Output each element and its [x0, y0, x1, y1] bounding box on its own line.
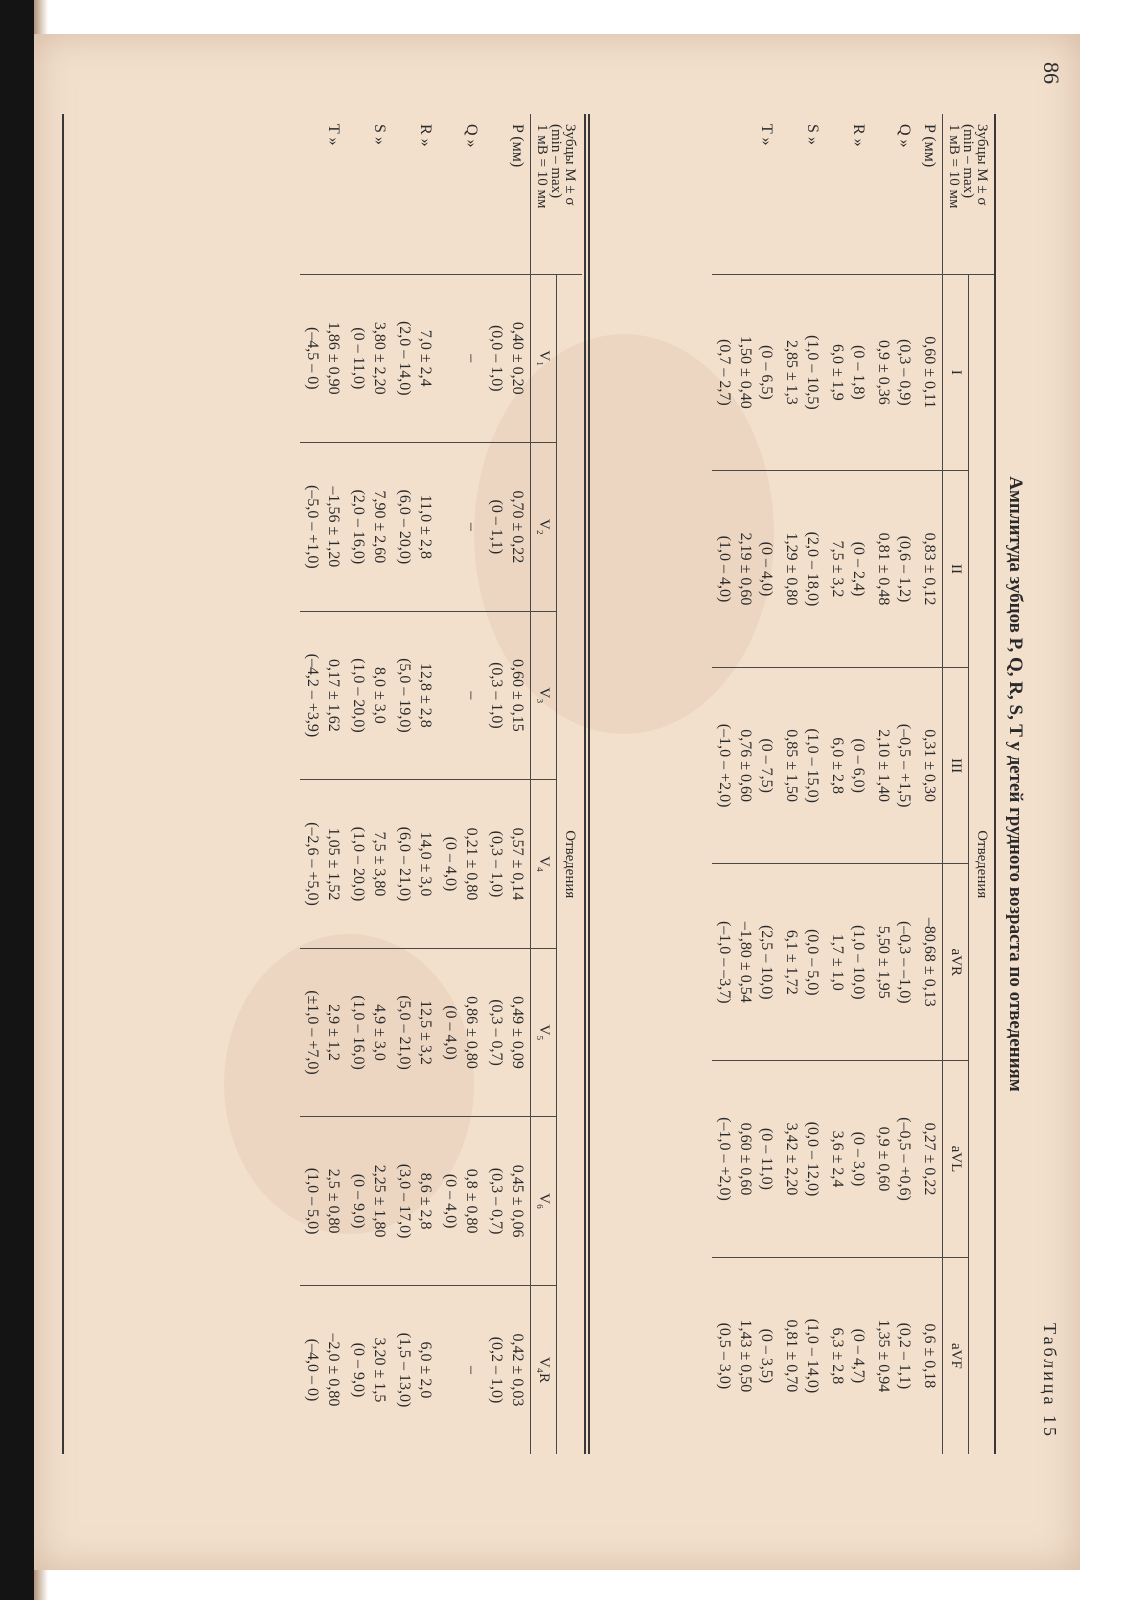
table-cell — [300, 1117, 346, 1286]
table-cell — [300, 1285, 346, 1454]
cell-line: – — [463, 354, 480, 363]
cell-line: 1,50 ± 0,40 — [737, 335, 754, 409]
cell-line: (0 – 9,0) — [350, 1342, 367, 1398]
cell-line: (0,5 – 3,0) — [716, 1322, 733, 1390]
cell-line: 14,0 ± 3,0 — [417, 831, 434, 897]
table-cell — [871, 1061, 917, 1258]
cell-line: –1,56 ± 1,20 — [325, 486, 342, 568]
table-cell — [712, 1257, 779, 1454]
cell-line: 1,35 ± 0,94 — [875, 1319, 892, 1393]
cell-line: 0,81 ± 0,48 — [875, 532, 892, 606]
table-cell — [392, 780, 438, 949]
cell-line: 12,5 ± 3,2 — [417, 1000, 434, 1065]
cell-line: (1,0 – 20,0) — [350, 658, 367, 733]
cell-line: 5,50 ± 1,95 — [875, 925, 892, 999]
cell-line: (0,3 – 0,9) — [896, 339, 913, 406]
table-cell — [825, 1257, 871, 1454]
row-header — [531, 114, 583, 274]
cell-line: (0,3 – 0,7) — [488, 1167, 505, 1235]
table-cell — [438, 1117, 484, 1286]
table-cell — [871, 864, 917, 1061]
cell-line: (–4,5 – 0) — [304, 326, 321, 390]
cell-line: (1,0 – 14,0) — [804, 1318, 821, 1394]
wave-label: Q » — [463, 124, 480, 148]
table-cell — [484, 1285, 531, 1454]
table-cell — [392, 1285, 438, 1454]
column-header: aVL — [943, 1061, 969, 1258]
table-cell — [484, 948, 531, 1117]
cell-line: 0,40 ± 0,20 — [509, 321, 526, 395]
book-page — [34, 34, 1080, 1570]
cell-line: (0 – 4,0) — [442, 1005, 459, 1060]
table-cell — [779, 1061, 825, 1258]
row-header-line: 1 мВ = 10 мм — [946, 124, 963, 209]
cell-line: 0,57 ± 0,14 — [509, 827, 526, 901]
cell-line: (–4,0 – 0) — [304, 1338, 321, 1402]
cell-line: (–5,0 – +1,0) — [304, 485, 321, 569]
row-header-line: (min – max) — [960, 124, 977, 199]
cell-line: 0,17 ± 1,62 — [325, 659, 342, 732]
cell-line: (1,0 – 4,0) — [716, 535, 733, 603]
table-row — [917, 114, 943, 1454]
table-cell — [438, 443, 484, 612]
cell-line: (1,0 – 10,0) — [850, 924, 867, 1000]
cell-line: 0,70 ± 0,22 — [509, 490, 526, 564]
table-row — [871, 114, 917, 1454]
cell-line: (0,2 – 1,0) — [488, 1336, 505, 1404]
cell-line: (0 – 1,8) — [850, 345, 867, 400]
cell-line: (0 – 1,1) — [488, 499, 505, 555]
cell-line: 6,3 ± 2,8 — [829, 1327, 846, 1385]
cell-line: 1,43 ± 0,50 — [737, 1319, 754, 1393]
cell-line: (0 – 4,0) — [442, 836, 459, 892]
cell-line: 3,20 ± 1,5 — [371, 1337, 388, 1403]
cell-line: 8,6 ± 2,8 — [417, 1172, 434, 1230]
cell-line: (2,0 – 16,0) — [350, 489, 367, 565]
column-header: V₅ — [531, 948, 557, 1117]
cell-line: 7,90 ± 2,60 — [371, 490, 388, 564]
cell-line: (0,2 – 1,1) — [896, 1322, 913, 1390]
table-cell — [346, 1285, 392, 1454]
cell-line: (0 – 6,0) — [850, 738, 867, 793]
cell-line: 0,49 ± 0,09 — [509, 996, 526, 1069]
cell-line: 0,60 ± 0,60 — [737, 1122, 754, 1196]
table-cell — [917, 1061, 943, 1258]
table-title: Амплитуда зубцов P, Q, R, S, T у детей грудного возраста по отведениям — [1005, 476, 1026, 1092]
cell-line: (1,5 – 13,0) — [396, 1332, 413, 1408]
table-label: Таблица 15 — [1040, 1323, 1060, 1439]
cell-line: 2,19 ± 0,60 — [737, 532, 754, 606]
table-cell — [392, 274, 438, 443]
cell-line: 2,10 ± 1,40 — [875, 729, 892, 803]
table-cell — [300, 948, 346, 1117]
table-row — [346, 114, 392, 1454]
group-header: Отведения — [557, 274, 583, 1454]
table-cell — [484, 443, 531, 612]
row-header-line: Зубцы M ± σ — [974, 124, 991, 206]
table-row — [392, 114, 438, 1454]
cell-line: (–1,0 – +2,0) — [716, 1117, 733, 1201]
table-cell — [917, 1257, 943, 1454]
cell-line: 4,9 ± 3,0 — [371, 1004, 388, 1061]
cell-line: (0 – 6,5) — [758, 345, 775, 400]
cell-line: 1,7 ± 1,0 — [829, 933, 846, 991]
cell-line: 0,60 ± 0,15 — [509, 659, 526, 732]
wave-label: T » — [325, 124, 342, 146]
cell-line: (1,0 – 10,5) — [804, 335, 821, 410]
cell-line: 2,5 ± 0,80 — [325, 1168, 342, 1234]
cell-line: –1,80 ± 0,54 — [737, 921, 754, 1003]
table-cell — [300, 274, 346, 443]
table-cell — [438, 274, 484, 443]
rotated-page-content — [34, 34, 1074, 1534]
cell-line: (0 – 9,0) — [350, 1173, 367, 1229]
table-cell — [779, 864, 825, 1061]
column-header: aVR — [943, 864, 969, 1061]
cell-line: (0 – 4,7) — [850, 1328, 867, 1384]
row-header-line: 1 мВ = 10 мм — [534, 124, 551, 209]
table-cell — [300, 443, 346, 612]
group-header: Отведения — [969, 274, 995, 1454]
cell-line: (6,0 – 21,0) — [396, 826, 413, 902]
row-header — [943, 114, 995, 274]
table-cell — [712, 1061, 779, 1258]
cell-line: (–2,6 – +5,0) — [304, 822, 321, 906]
cell-line: 0,8 ± 0,80 — [463, 1168, 480, 1234]
cell-line: (0 – 4,0) — [442, 1173, 459, 1229]
cell-line: 11,0 ± 2,8 — [417, 494, 434, 559]
table-cell — [392, 443, 438, 612]
table-cell — [871, 667, 917, 864]
cell-line: (–1,0 – –3,7) — [716, 920, 733, 1004]
table-cell — [825, 667, 871, 864]
wave-label: P (мм) — [921, 124, 938, 168]
cell-line: 1,05 ± 1,52 — [325, 827, 342, 901]
cell-line: 12,8 ± 2,8 — [417, 663, 434, 728]
cell-line: (0,0 – 5,0) — [804, 928, 821, 996]
cell-line: (1,0 – 15,0) — [804, 728, 821, 803]
cell-line: 0,60 ± 0,11 — [921, 336, 938, 409]
table-cell — [438, 948, 484, 1117]
table-cell — [346, 274, 392, 443]
table-cell — [779, 471, 825, 668]
wave-label: Q » — [896, 124, 913, 148]
cell-line: (0,3 – 0,7) — [488, 999, 505, 1066]
column-header: V₁ — [531, 274, 557, 443]
table-row — [484, 114, 531, 1454]
table1-top-rule — [994, 114, 996, 1454]
book-spine — [0, 0, 34, 1600]
column-header: V₂ — [531, 443, 557, 612]
cell-line: (5,0 – 19,0) — [396, 658, 413, 733]
cell-line: 3,6 ± 2,4 — [829, 1130, 846, 1188]
cell-line: 7,5 ± 3,2 — [829, 540, 846, 598]
cell-line: (6,0 – 20,0) — [396, 489, 413, 565]
table-cell — [917, 864, 943, 1061]
table-cell — [392, 948, 438, 1117]
table-cell — [825, 864, 871, 1061]
cell-line: (0,7 – 2,7) — [716, 339, 733, 406]
table-cell — [712, 864, 779, 1061]
wave-label: R » — [850, 124, 867, 147]
column-header: II — [943, 471, 969, 668]
cell-line: (2,5 – 10,0) — [758, 924, 775, 1000]
table-row — [438, 114, 484, 1454]
table-separator — [584, 114, 590, 1454]
cell-line: 2,85 ± 1,3 — [783, 339, 800, 405]
table-cell — [917, 274, 943, 471]
cell-line: (0,3 – 1,0) — [488, 830, 505, 898]
column-header: I — [943, 274, 969, 471]
cell-line: 1,86 ± 0,90 — [325, 321, 342, 395]
cell-line: 0,31 ± 0,30 — [921, 729, 938, 803]
table-cell — [917, 471, 943, 668]
table-cell — [779, 1257, 825, 1454]
column-header: aVF — [943, 1257, 969, 1454]
table-chest-leads — [300, 114, 582, 1454]
cell-line: (1,0 – 16,0) — [350, 995, 367, 1070]
cell-line: 0,76 ± 0,60 — [737, 729, 754, 803]
column-header: V₆ — [531, 1117, 557, 1286]
table-cell — [712, 471, 779, 668]
cell-line: (1,0 – 20,0) — [350, 826, 367, 902]
table-cell — [871, 274, 917, 471]
table2-bottom-rule — [62, 114, 64, 1454]
table-row — [712, 114, 779, 1454]
cell-line: (0,6 – 1,2) — [896, 535, 913, 603]
cell-line: 0,83 ± 0,12 — [921, 532, 938, 606]
table-cell — [825, 471, 871, 668]
cell-line: (0 – 7,5) — [758, 738, 775, 793]
table-cell — [484, 611, 531, 780]
cell-line: (2,0 – 18,0) — [804, 531, 821, 607]
table-cell — [917, 667, 943, 864]
cell-line: 0,81 ± 0,70 — [783, 1319, 800, 1393]
cell-line: (0,3 – 1,0) — [488, 662, 505, 729]
cell-line: 0,27 ± 0,22 — [921, 1122, 938, 1196]
row-header-line: (min – max) — [548, 124, 565, 199]
table-cell — [346, 1117, 392, 1286]
cell-line: 7,5 ± 3,80 — [371, 831, 388, 897]
cell-line: 0,85 ± 1,50 — [783, 729, 800, 803]
table-cell — [712, 274, 779, 471]
table-cell — [346, 780, 392, 949]
cell-line: (0 – 2,4) — [850, 541, 867, 597]
cell-line: 7,0 ± 2,4 — [417, 329, 434, 387]
cell-line: (0 – 11,0) — [350, 327, 367, 390]
cell-line: – — [463, 691, 480, 700]
cell-line: 0,86 ± 0,80 — [463, 996, 480, 1069]
table-cell — [346, 443, 392, 612]
column-header: V₄ — [531, 780, 557, 949]
table-cell — [779, 667, 825, 864]
table-cell — [438, 780, 484, 949]
table-cell — [346, 948, 392, 1117]
cell-line: (0,0 – 12,0) — [804, 1121, 821, 1197]
cell-line: (0 – 3,5) — [758, 1328, 775, 1384]
page-number: 86 — [1039, 62, 1064, 84]
table-row — [300, 114, 346, 1454]
table-cell — [484, 780, 531, 949]
table-cell — [438, 611, 484, 780]
cell-line: –80,68 ± 0,13 — [921, 917, 938, 1007]
cell-line: 0,42 ± 0,03 — [509, 1333, 526, 1407]
cell-line: 6,1 ± 1,72 — [783, 929, 800, 995]
table-row — [825, 114, 871, 1454]
column-header: V₄R — [531, 1285, 557, 1454]
table-cell — [871, 471, 917, 668]
table-cell — [392, 1117, 438, 1286]
cell-line: (–0,3 – –1,0) — [896, 920, 913, 1004]
cell-line: 3,80 ± 2,20 — [371, 321, 388, 395]
table-cell — [484, 1117, 531, 1286]
cell-line: 0,21 ± 0,80 — [463, 827, 480, 901]
cell-line: (0 – 11,0) — [758, 1127, 775, 1190]
wave-label: P (мм) — [509, 124, 526, 168]
column-header: V₃ — [531, 611, 557, 780]
wave-label: S » — [371, 124, 388, 145]
cell-line: 6,0 ± 2,8 — [829, 737, 846, 795]
cell-line: (0 – 3,0) — [850, 1131, 867, 1187]
cell-line: (2,0 – 14,0) — [396, 320, 413, 396]
cell-line: – — [463, 522, 480, 531]
table-cell — [712, 667, 779, 864]
cell-line: 0,9 ± 0,60 — [875, 1126, 892, 1192]
table-cell — [392, 611, 438, 780]
cell-line: 0,45 ± 0,06 — [509, 1164, 526, 1238]
cell-line: (–0,5 – +1,5) — [896, 723, 913, 808]
table-cell — [484, 274, 531, 443]
cell-line: (5,0 – 21,0) — [396, 995, 413, 1070]
wave-label: T » — [758, 124, 775, 146]
table-cell — [300, 611, 346, 780]
column-header: III — [943, 667, 969, 864]
table-cell — [438, 1285, 484, 1454]
cell-line: 2,25 ± 1,80 — [371, 1164, 388, 1238]
cell-line: 0,9 ± 0,36 — [875, 339, 892, 405]
wave-label: R » — [417, 124, 434, 147]
table-cell — [300, 780, 346, 949]
table-cell — [779, 274, 825, 471]
cell-line: (–0,5 – +0,6) — [896, 1117, 913, 1201]
table-row — [779, 114, 825, 1454]
table-cell — [825, 274, 871, 471]
wave-label: S » — [804, 124, 821, 145]
cell-line: – — [463, 1365, 480, 1374]
cell-line: (0 – 4,0) — [758, 541, 775, 597]
cell-line: (3,0 – 17,0) — [396, 1163, 413, 1239]
table-limb-leads — [712, 114, 994, 1454]
cell-line: (0,0 – 1,0) — [488, 324, 505, 392]
cell-line: (±1,0 – +7,0) — [304, 990, 321, 1075]
cell-line: 2,9 ± 1,2 — [325, 1004, 342, 1061]
cell-line: 3,42 ± 2,20 — [783, 1122, 800, 1196]
cell-line: 1,29 ± 0,80 — [783, 532, 800, 606]
cell-line: (–1,0 – +2,0) — [716, 723, 733, 808]
cell-line: 0,6 ± 0,18 — [921, 1323, 938, 1389]
cell-line: 8,0 ± 3,0 — [371, 667, 388, 724]
cell-line: –2,0 ± 0,80 — [325, 1333, 342, 1407]
table-cell — [871, 1257, 917, 1454]
row-header-line: Зубцы M ± σ — [562, 124, 579, 206]
cell-line: (1,0 – 5,0) — [304, 1167, 321, 1235]
cell-line: 6,0 ± 1,9 — [829, 343, 846, 401]
cell-line: (–4,2 – +3,9) — [304, 653, 321, 738]
table-cell — [825, 1061, 871, 1258]
cell-line: 6,0 ± 2,0 — [417, 1341, 434, 1399]
table-cell — [346, 611, 392, 780]
